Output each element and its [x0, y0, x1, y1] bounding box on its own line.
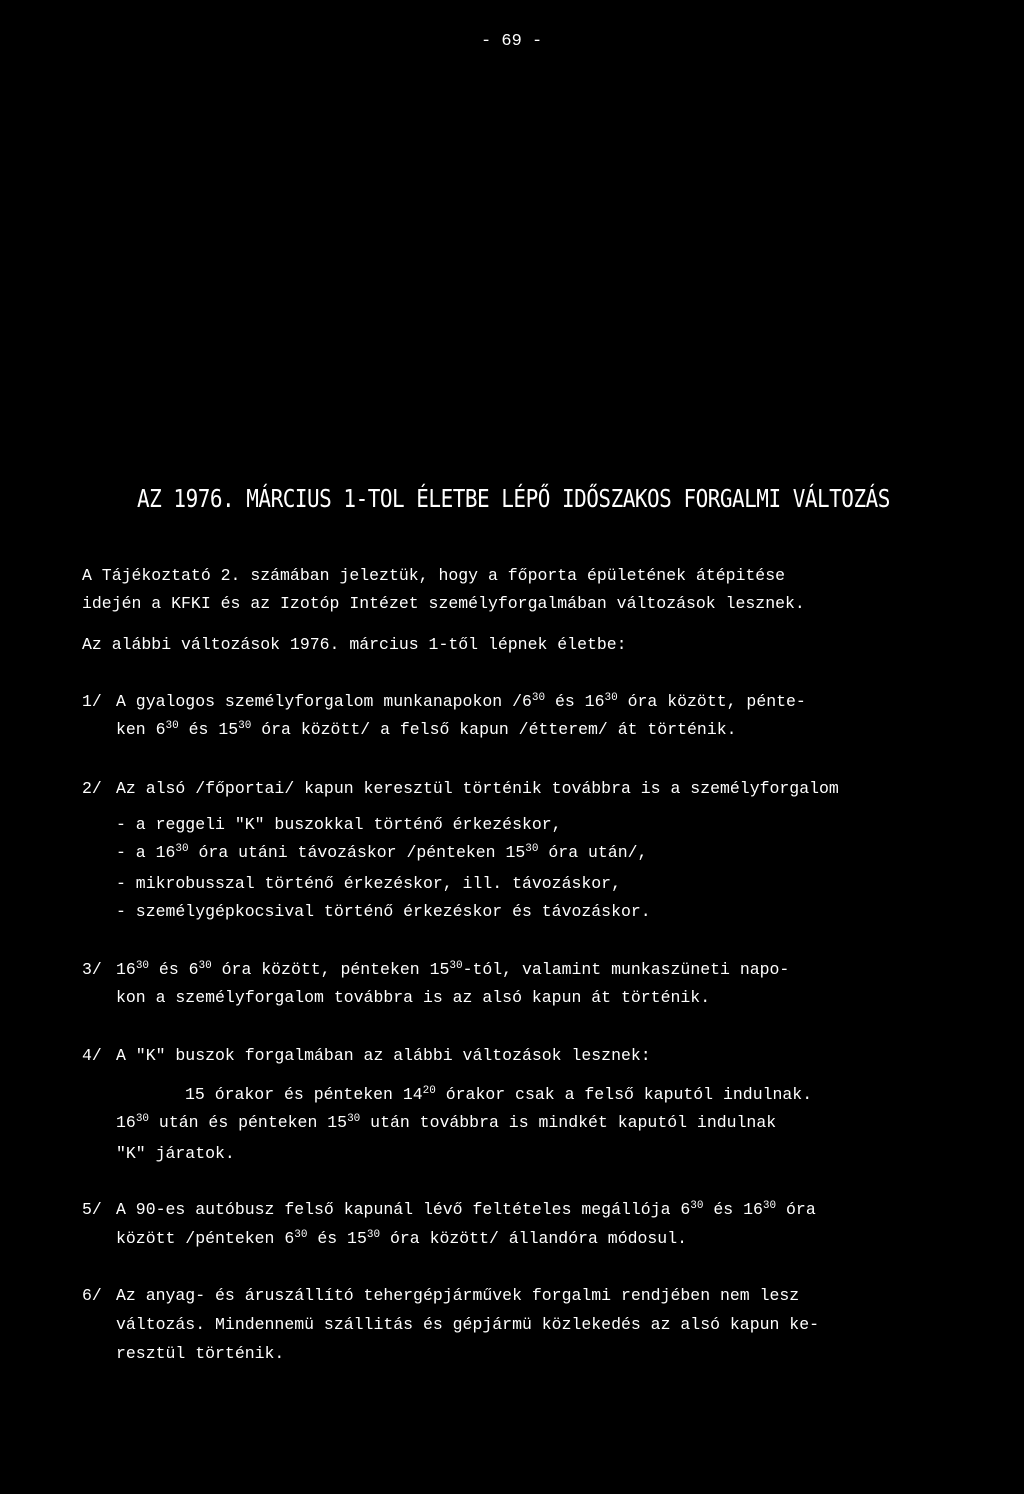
- item-2-number: 2/: [82, 779, 102, 798]
- item-6-line-3: resztül történik.: [116, 1344, 285, 1363]
- item-4-number: 4/: [82, 1046, 102, 1065]
- item-2-bullet-1: - a reggeli "K" buszokkal történő érkezéskor,: [116, 815, 562, 834]
- item-5-line-2: között /pénteken $6^{30}$ és $15^{30}$ óra között/ állandóra módosul.: [116, 1229, 688, 1248]
- item-6-line-1: Az anyag- és áruszállító tehergépjárművek forgalmi rendjében nem lesz: [116, 1286, 800, 1305]
- item-3-line-2: kon a személyforgalom továbbra is az alsó kapun át történik.: [116, 988, 711, 1007]
- item-2-bullet-2: - a $16^{30}$ óra utáni távozáskor /pénteken $15^{30}$ óra után/,: [116, 843, 648, 862]
- item-3-line-1: $16^{30}$ és $6^{30}$ óra között, pénteken $15^{30}$-tól, valamint munkaszüneti napo-: [116, 960, 790, 979]
- page-number: - 69 -: [481, 32, 543, 51]
- item-2-bullet-4: - személygépkocsival történő érkezéskor és távozáskor.: [116, 902, 651, 921]
- item-4-line-3: $16^{30}$ után és pénteken $15^{30}$ után továbbra is mindkét kaputól indulnak: [116, 1113, 777, 1132]
- item-6-line-2: változás. Mindennemü szállitás és gépjármü közlekedés az alsó kapun ke-: [116, 1315, 820, 1334]
- page-title: AZ 1976. MÁRCIUS 1-TOL ÉLETBE LÉPŐ IDŐSZAKOS FORGALMI VÁLTOZÁS: [137, 484, 890, 513]
- intro-line-3: Az alábbi változások 1976. március 1-től lépnek életbe:: [82, 635, 627, 654]
- item-5-number: 5/: [82, 1200, 102, 1219]
- item-1-line-1: A gyalogos személyforgalom munkanapokon $/6^{30}$ és $16^{30}$ óra között, pénte-: [116, 692, 806, 711]
- intro-line-2: idején a KFKI és az Izotóp Intézet személyforgalmában változások lesznek.: [82, 594, 805, 613]
- intro-line-1: A Tájékoztató 2. számában jeleztük, hogy a főporta épületének átépitése: [82, 566, 786, 585]
- item-4-line-1: A "K" buszok forgalmában az alábbi változások lesznek:: [116, 1046, 651, 1065]
- item-4-line-4: "K" járatok.: [116, 1144, 235, 1163]
- item-3-number: 3/: [82, 960, 102, 979]
- item-4-line-2: 15 órakor és pénteken $14^{20}$ órakor csak a felső kaputól indulnak.: [185, 1085, 813, 1104]
- item-1-number: 1/: [82, 692, 102, 711]
- item-2-line-1: Az alsó /főportai/ kapun keresztül történik továbbra is a személyforgalom: [116, 779, 839, 798]
- item-5-line-1: A 90-es autóbusz felső kapunál lévő feltételes megállója $6^{30}$ és $16^{30}$ óra: [116, 1200, 816, 1219]
- item-1-line-2: ken $6^{30}$ és $15^{30}$ óra között/ a felső kapun /étterem/ át történik.: [116, 720, 737, 739]
- item-6-number: 6/: [82, 1286, 102, 1305]
- item-2-bullet-3: - mikrobusszal történő érkezéskor, ill. távozáskor,: [116, 874, 621, 893]
